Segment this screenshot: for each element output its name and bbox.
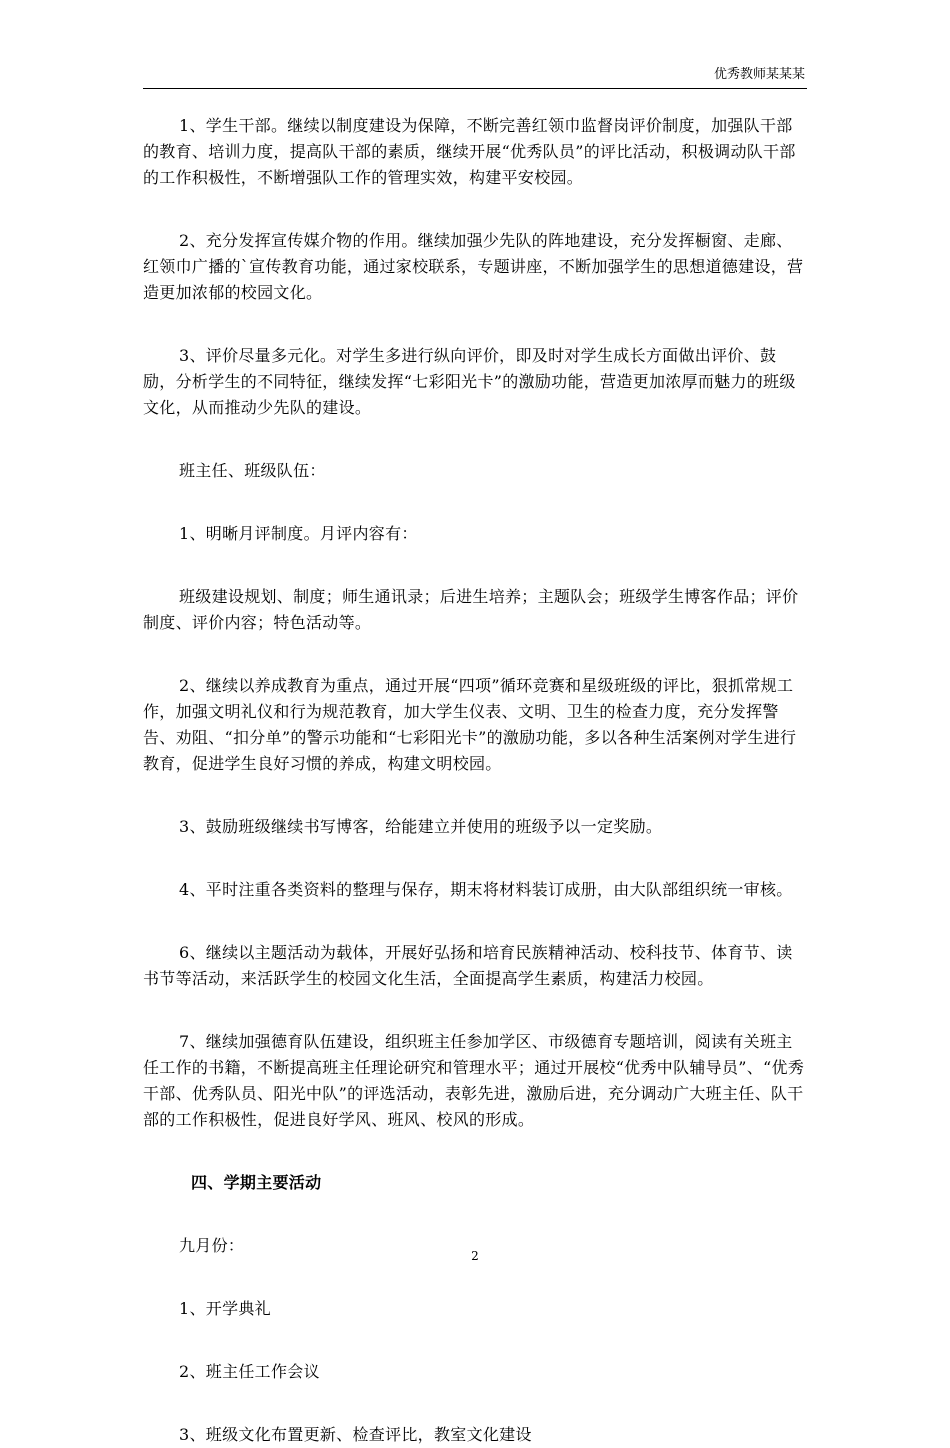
paragraph-class-teachers-heading: 班主任、班级队伍： bbox=[179, 461, 326, 480]
paragraph-student-cadres: 1、学生干部。继续以制度建设为保障，不断完善红领巾监督岗评价制度，加强队干部的教育、培训力度，提高队干部的素质，继续开展“优秀队员”的评比活动，积极调动队干部的工作积极性，不断增强队工作的管理实效，构建平安校园。 bbox=[143, 116, 796, 187]
page-number: 2 bbox=[471, 1249, 479, 1263]
paragraph-theme-activities: 6、继续以主题活动为载体，开展好弘扬和培育民族精神活动、校科技节、体育节、读书节等活动，来活跃学生的校园文化生活，全面提高学生素质，构建活力校园。 bbox=[143, 943, 793, 988]
paragraph-habit-education: 2、继续以养成教育为重点，通过开展“四项”循环竞赛和星级班级的评比，狠抓常规工作，加强文明礼仪和行为规范教育，加大学生仪表、文明、卫生的检查力度，充分发挥警告、劝阻、“扣分单”的警示功能和“七彩阳光卡”的激励功能，多以各种生活案例对学生进行教育，促进学生良好习惯的养成，构建文明校园。 bbox=[143, 676, 797, 773]
paragraph-blog: 3、鼓励班级继续书写博客，给能建立并使用的班级予以一定奖励。 bbox=[179, 817, 663, 836]
paragraph-monthly-review: 1、明晰月评制度。月评内容有： bbox=[179, 524, 418, 543]
paragraph-media: 2、充分发挥宣传媒介物的作用。继续加强少先队的阵地建设，充分发挥橱窗、走廊、红领巾广播的`宣传教育功能，通过家校联系，专题讲座，不断加强学生的思想道德建设，营造更加浓郁的校园文化。 bbox=[143, 231, 804, 302]
list-item-teacher-meeting: 2、班主任工作会议 bbox=[179, 1362, 320, 1381]
paragraph-team-building: 7、继续加强德育队伍建设，组织班主任参加学区、市级德育专题培训，阅读有关班主任工作的书籍，不断提高班主任理论研究和管理水平；通过开展校“优秀中队辅导员”、“优秀干部、优秀队员、阳光中队”的评选活动，表彰先进，激励后进，充分调动广大班主任、队干部的工作积极性，促进良好学风、班风、校风的形成。 bbox=[143, 1032, 805, 1129]
page-header bbox=[143, 66, 807, 89]
paragraph-review-contents: 班级建设规划、制度；师生通讯录；后进生培养；主题队会；班级学生博客作品；评价制度、评价内容；特色活动等。 bbox=[143, 587, 799, 632]
paragraph-evaluation: 3、评价尽量多元化。对学生多进行纵向评价，即及时对学生成长方面做出评价、鼓励，分析学生的不同特征，继续发挥“七彩阳光卡”的激励功能，营造更加浓厚而魅力的班级文化，从而推动少先队的建设。 bbox=[143, 346, 796, 417]
paragraph-records: 4、平时注重各类资料的整理与保存，期末将材料装订成册，由大队部组织统一审核。 bbox=[179, 880, 793, 899]
list-item-opening-ceremony: 1、开学典礼 bbox=[179, 1299, 271, 1318]
header-title: 优秀教师某某某 bbox=[713, 67, 805, 82]
section-heading-main-activities: 四、学期主要活动 bbox=[191, 1173, 322, 1192]
paragraph-september: 九月份： bbox=[179, 1236, 245, 1255]
list-item-class-culture: 3、班级文化布置更新、检查评比，教室文化建设 bbox=[179, 1425, 532, 1444]
